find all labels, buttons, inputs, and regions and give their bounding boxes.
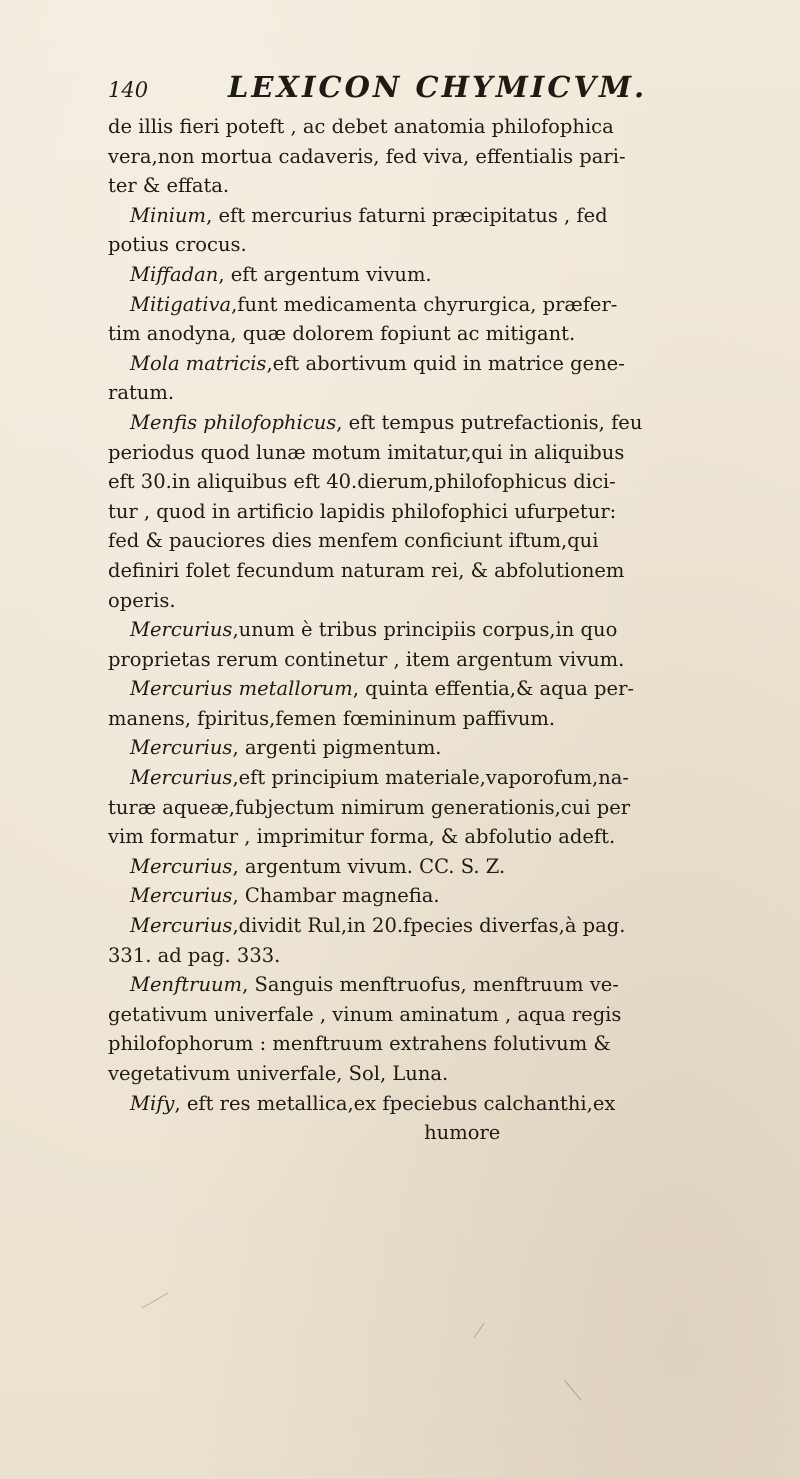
text-line: [108, 349, 733, 379]
line-text: manens, fpiritus,femen fœmininum paffivum.: [108, 706, 556, 730]
text-line: [108, 822, 733, 852]
text-line: [108, 615, 733, 645]
text-line: [108, 911, 733, 941]
lexicon-term: Mercurius metallorum: [130, 677, 353, 701]
running-title: LEXICON CHYMICVM.: [228, 70, 648, 104]
line-text: definiri folet fecundum naturam rei, & abfolutionem: [108, 558, 625, 582]
text-line: [108, 881, 733, 911]
text-line: [108, 408, 733, 438]
line-text: 331. ad pag. 333.: [108, 943, 281, 967]
line-text: proprietas rerum continetur , item argentum vivum.: [108, 647, 625, 671]
text-line: [108, 941, 733, 971]
text-line: [108, 970, 733, 1000]
lexicon-term: Mitigativa: [130, 292, 232, 316]
line-text: tur , quod in artificio lapidis philofophici ufurpetur:: [108, 499, 617, 523]
line-text: , quinta effentia,& aqua per-: [352, 677, 634, 701]
text-line: [108, 852, 733, 882]
text-line: [108, 1118, 733, 1148]
line-text: ,eft abortivum quid in matrice gene-: [266, 351, 625, 375]
line-text: eft 30.in aliquibus eft 40.dierum,philofophicus dici-: [108, 470, 616, 494]
text-line: [108, 1029, 733, 1059]
line-text: vera,non mortua cadaveris, fed viva, effentialis pari-: [108, 144, 626, 168]
paper-mark: [142, 1293, 168, 1309]
lexicon-term: Menftruum: [130, 973, 243, 997]
line-text: vim formatur , imprimitur forma, & abfolutio adeft.: [108, 825, 616, 849]
line-text: , argentum vivum. CC. S. Z.: [232, 854, 506, 878]
text-line: [108, 438, 733, 468]
text-line: [108, 230, 733, 260]
line-text: , Sanguis menftruofus, menftruum ve-: [242, 973, 619, 997]
line-text: , argenti pigmentum.: [232, 736, 442, 760]
line-text: turæ aqueæ,fubjectum nimirum generationis,cui per: [108, 795, 631, 819]
text-line: [108, 171, 733, 201]
line-text: , eft mercurius faturni præcipitatus , fed: [206, 203, 608, 227]
line-text: ratum.: [108, 381, 175, 405]
body-text: [108, 112, 733, 1148]
text-line: [108, 763, 733, 793]
text-line: [108, 1000, 733, 1030]
text-line: [108, 260, 733, 290]
text-line: [108, 1059, 733, 1089]
text-line: [108, 201, 733, 231]
line-text: periodus quod lunæ motum imitatur,qui in aliquibus: [108, 440, 625, 464]
line-text: vegetativum univerfale, Sol, Luna.: [108, 1062, 449, 1085]
lexicon-term: Mercurius: [130, 618, 233, 642]
line-text: tim anodyna, quæ dolorem fopiunt ac mitigant.: [108, 322, 576, 346]
page-number: 140: [108, 78, 149, 102]
line-text: de illis fieri poteft , ac debet anatomia philofophica: [108, 115, 614, 138]
text-line: [108, 526, 733, 556]
line-text: ter & effata.: [108, 174, 230, 198]
page-header: [108, 70, 748, 110]
lexicon-term: Mercurius: [130, 914, 233, 938]
lexicon-term: Mify: [130, 1091, 175, 1115]
text-line: [108, 1089, 733, 1119]
text-line: [108, 645, 733, 675]
text-line: [108, 674, 733, 704]
line-text: , eft tempus putrefactionis, feu: [336, 410, 643, 434]
line-text: potius crocus.: [108, 233, 247, 257]
line-text: ,unum è tribus principiis corpus,in quo: [232, 618, 618, 642]
lexicon-term: Mola matricis: [130, 351, 267, 375]
line-text: fed & pauciores dies menfem conficiunt iftum,qui: [108, 529, 599, 553]
lexicon-term: Minium: [130, 203, 207, 227]
text-line: [108, 497, 733, 527]
line-text: humore: [108, 1121, 501, 1145]
lexicon-term: Menfis philofophicus: [130, 410, 337, 434]
paper-mark: [473, 1323, 484, 1338]
lexicon-term: Miffadan: [130, 262, 219, 286]
text-line: [108, 142, 733, 172]
text-line: [108, 378, 733, 408]
line-text: , eft res metallica,ex fpeciebus calchanthi,ex: [174, 1091, 616, 1115]
text-line: [108, 556, 733, 586]
text-line: [108, 290, 733, 320]
text-line: [108, 586, 733, 616]
line-text: philofophorum : menftruum extrahens folutivum &: [108, 1032, 611, 1056]
text-line: [108, 112, 733, 142]
text-line: [108, 319, 733, 349]
paper-mark: [564, 1380, 581, 1401]
lexicon-term: Mercurius: [130, 766, 233, 790]
lexicon-term: Mercurius: [130, 884, 233, 908]
line-text: , eft argentum vivum.: [218, 262, 432, 286]
line-text: , Chambar magnefia.: [232, 884, 440, 908]
text-line: [108, 733, 733, 763]
line-text: getativum univerfale , vinum aminatum , aqua regis: [108, 1002, 622, 1026]
text-line: [108, 704, 733, 734]
line-text: operis.: [108, 588, 176, 612]
text-line: [108, 467, 733, 497]
lexicon-term: Mercurius: [130, 854, 233, 878]
line-text: ,eft principium materiale,vaporofum,na-: [232, 766, 629, 790]
lexicon-term: Mercurius: [130, 736, 233, 760]
text-line: [108, 793, 733, 823]
line-text: ,dividit Rul,in 20.fpecies diverfas,à pag.: [232, 914, 626, 938]
line-text: ,funt medicamenta chyrurgica, præfer-: [231, 292, 618, 316]
